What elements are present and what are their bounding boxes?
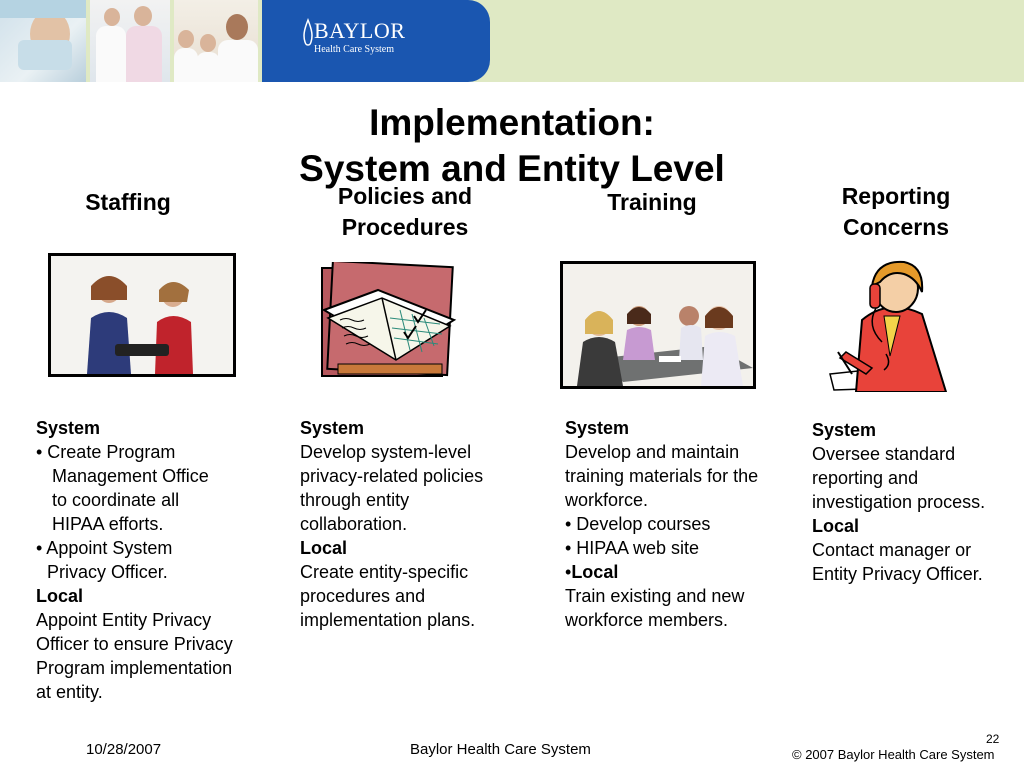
policies-system-line-4: collaboration.: [300, 514, 408, 534]
policies-system-label: System: [300, 418, 365, 438]
staffing-item-2-line-1: • Appoint System: [36, 538, 173, 558]
reporting-local-label: Local: [812, 516, 860, 536]
heading-reporting-line-2: Concerns: [842, 214, 950, 240]
reporting-system-label: System: [812, 420, 877, 440]
header-photo-strip: [0, 0, 258, 82]
staffing-photo: [48, 253, 236, 377]
heading-policies-line-2: Procedures: [341, 214, 469, 240]
training-local-line-2: workforce members.: [565, 610, 729, 630]
staffing-local-line-1: Appoint Entity Privacy: [36, 610, 212, 630]
heading-reporting-line-1: Reporting: [841, 183, 951, 209]
reporting-system-line-3: investigation process.: [812, 492, 986, 512]
staffing-item-1-line-4: HIPAA efforts.: [52, 514, 164, 534]
training-system-line-2: training materials for the: [565, 466, 759, 486]
policies-text: [300, 416, 540, 632]
page-number: 22: [986, 732, 1000, 746]
training-system-line-3: workforce.: [565, 490, 649, 510]
staffing-text: [36, 416, 276, 704]
heading-policies-line-1: Policies and: [337, 183, 473, 209]
policies-system-line-3: through entity: [300, 490, 410, 510]
slide-title: [212, 100, 812, 192]
policies-local-line-1: Create entity-specific: [300, 562, 469, 582]
title-line-2: System and Entity Level: [299, 148, 725, 189]
training-system-line-1: Develop and maintain: [565, 442, 740, 462]
doctors-photo: [174, 0, 258, 82]
staffing-item-1-line-1: • Create Program: [36, 442, 176, 462]
policies-system-line-2: privacy-related policies: [300, 466, 484, 486]
training-local-bullet: •: [565, 562, 572, 582]
training-text: [565, 416, 795, 632]
training-bullet-2: • HIPAA web site: [565, 538, 700, 558]
training-photo: [560, 261, 756, 389]
staffing-item-1-line-2: Management Office: [52, 466, 209, 486]
training-local-line-1: Train existing and new: [565, 586, 745, 606]
nurses-photo: [90, 0, 170, 82]
footer-center: Baylor Health Care System: [410, 741, 591, 758]
baylor-logo-block: [262, 0, 490, 82]
training-system-label: System: [565, 418, 630, 438]
staffing-item-1-line-3: to coordinate all: [52, 490, 180, 510]
reporting-local-line-2: Entity Privacy Officer.: [812, 564, 983, 584]
footer-copyright: © 2007 Baylor Health Care System: [792, 747, 995, 762]
surgeon-photo: [0, 0, 86, 82]
training-bullet-1: • Develop courses: [565, 514, 711, 534]
policies-system-line-1: Develop system-level: [300, 442, 472, 462]
heading-reporting: [806, 181, 986, 243]
staffing-local-label: Local: [36, 586, 84, 606]
footer-date: 10/28/2007: [86, 741, 162, 758]
logo-subtext: Health Care System: [314, 44, 394, 55]
title-line-1: Implementation:: [369, 102, 655, 143]
reporting-phone-icon: [826, 256, 950, 392]
reporting-text: [812, 418, 1017, 586]
logo-text: BAYLOR: [314, 18, 406, 43]
logo-drop-icon: [302, 18, 314, 48]
heading-staffing: Staffing: [85, 189, 171, 215]
reporting-local-line-1: Contact manager or: [812, 540, 972, 560]
policies-local-line-3: implementation plans.: [300, 610, 476, 630]
reporting-system-line-1: Oversee standard: [812, 444, 956, 464]
heading-policies: [305, 181, 505, 243]
reporting-system-line-2: reporting and: [812, 468, 919, 488]
staffing-item-2-line-2: Privacy Officer.: [47, 562, 168, 582]
policies-local-label: Local: [300, 538, 348, 558]
staffing-system-label: System: [36, 418, 101, 438]
staffing-local-line-2: Officer to ensure Privacy: [36, 634, 233, 654]
staffing-local-line-3: Program implementation: [36, 658, 233, 678]
policies-binder-icon: [316, 262, 462, 384]
policies-local-line-2: procedures and: [300, 586, 426, 606]
heading-training: Training: [607, 189, 697, 215]
training-local-label: Local: [571, 562, 619, 582]
staffing-local-line-4: at entity.: [36, 682, 103, 702]
